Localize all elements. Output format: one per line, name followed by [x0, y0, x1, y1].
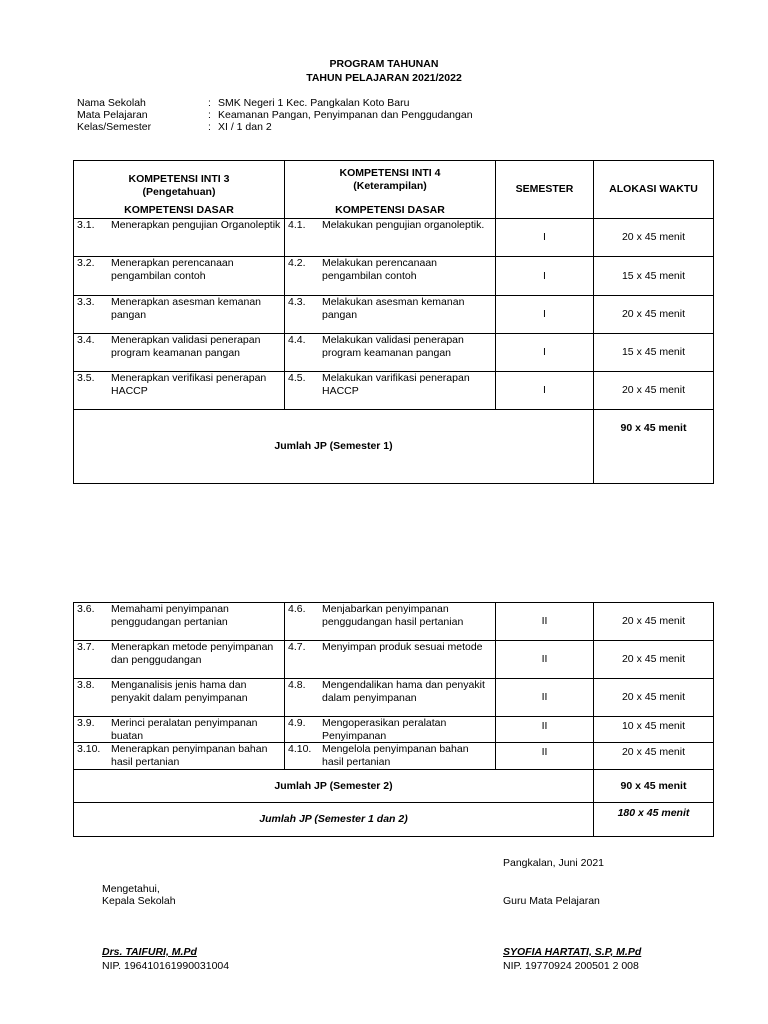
kd3-number: 3.4. — [77, 334, 95, 346]
kd3-text: Menerapkan penyimpanan bahan hasil pertanian — [111, 743, 268, 768]
kd4-text: Menyimpan produk sesuai metode — [322, 641, 483, 653]
semester-cell: I — [496, 219, 594, 257]
kd4-text: Melakukan validasi penerapan program keamanan pangan — [322, 334, 464, 359]
alokasi-cell: 15 x 45 menit — [594, 257, 714, 296]
kd3-text: Menerapkan verifikasi penerapan HACCP — [111, 372, 267, 397]
kd4-text: Melakukan varifikasi penerapan HACCP — [322, 372, 470, 397]
semester-cell: II — [496, 641, 594, 679]
table-row — [74, 372, 714, 410]
kd4-cell — [285, 257, 496, 296]
kd4-text: Melakukan perencanaan pengambilan contoh — [322, 257, 437, 282]
alokasi-cell: 10 x 45 menit — [594, 717, 714, 743]
kd4-text: Menjabarkan penyimpanan penggudangan hasil pertanian — [322, 603, 464, 628]
ki3-kd-label: KOMPETENSI DASAR — [124, 204, 234, 216]
ki4-sub: (Keterampilan) — [353, 179, 427, 192]
kd3-number: 3.5. — [77, 372, 95, 384]
kd4-text: Melakukan asesman kemanan pangan — [322, 296, 465, 321]
table-row — [74, 334, 714, 372]
kd4-number: 4.6. — [288, 603, 306, 615]
kd3-number: 3.3. — [77, 296, 95, 308]
semester2-table — [73, 602, 714, 837]
semester1-total-label: Jumlah JP (Semester 1) — [74, 410, 594, 484]
table-row — [74, 641, 714, 679]
kd3-cell — [74, 219, 285, 257]
kd4-number: 4.2. — [288, 257, 306, 269]
kd4-cell — [285, 743, 496, 770]
semester-cell: I — [496, 296, 594, 334]
kd3-cell — [74, 257, 285, 296]
kd4-text: Mengelola penyimpanan bahan hasil pertanian — [322, 743, 469, 768]
kd3-number: 3.9. — [77, 717, 95, 729]
kd3-text: Menerapkan pengujian Organoleptik — [111, 219, 281, 231]
ki4-header — [285, 161, 496, 219]
info-label: Mata Pelajaran — [77, 109, 148, 121]
kd4-number: 4.9. — [288, 717, 306, 729]
kd3-text: Menganalisis jenis hama dan penyakit dalam penyimpanan — [111, 679, 248, 704]
alokasi-cell: 15 x 45 menit — [594, 334, 714, 372]
principal-nip: NIP. 196410161990031004 — [102, 960, 230, 972]
info-value: SMK Negeri 1 Kec. Pangkalan Koto Baru — [218, 97, 410, 109]
principal-label: Kepala Sekolah — [102, 895, 176, 907]
page-title: PROGRAM TAHUNAN — [329, 58, 439, 70]
place-date: Pangkalan, Juni 2021 — [503, 857, 604, 869]
alokasi-cell: 20 x 45 menit — [594, 743, 714, 770]
table-row — [74, 257, 714, 296]
alokasi-cell: 20 x 45 menit — [594, 641, 714, 679]
semester2-total-row — [74, 770, 714, 803]
ki3-sub: (Pengetahuan) — [142, 185, 216, 198]
kd4-number: 4.3. — [288, 296, 306, 308]
acknowledged-label: Mengetahui, — [102, 883, 160, 895]
kd3-cell — [74, 372, 285, 410]
teacher-name: SYOFIA HARTATI, S.P, M.Pd — [503, 946, 642, 958]
kd3-number: 3.6. — [77, 603, 95, 615]
kd4-number: 4.1. — [288, 219, 306, 231]
page-subtitle: TAHUN PELAJARAN 2021/2022 — [306, 72, 462, 84]
semester1-total-row — [74, 410, 714, 484]
table-row — [74, 717, 714, 743]
kd3-cell — [74, 641, 285, 679]
kd4-number: 4.5. — [288, 372, 306, 384]
kd4-cell — [285, 372, 496, 410]
kd4-text: Mengoperasikan peralatan Penyimpanan — [322, 717, 447, 742]
kd4-cell — [285, 219, 496, 257]
kd3-number: 3.1. — [77, 219, 95, 231]
kd3-text: Menerapkan validasi penerapan program keamanan pangan — [111, 334, 261, 359]
table-row — [74, 603, 714, 641]
semester-cell: II — [496, 717, 594, 743]
kd3-number: 3.2. — [77, 257, 95, 269]
kd3-number: 3.8. — [77, 679, 95, 691]
ki4-kd-label: KOMPETENSI DASAR — [335, 204, 445, 216]
kd4-number: 4.8. — [288, 679, 306, 691]
kd3-text: Menerapkan perencanaan pengambilan contoh — [111, 257, 234, 282]
grand-total-label: Jumlah JP (Semester 1 dan 2) — [74, 803, 594, 837]
kd4-number: 4.4. — [288, 334, 306, 346]
alokasi-cell: 20 x 45 menit — [594, 679, 714, 717]
semester2-total-value: 90 x 45 menit — [594, 770, 714, 803]
table-row — [74, 219, 714, 257]
teacher-label: Guru Mata Pelajaran — [503, 895, 600, 907]
kd4-text: Mengendalikan hama dan penyakit dalam penyimpanan — [322, 679, 485, 704]
kd4-cell — [285, 717, 496, 743]
table-row — [74, 743, 714, 770]
kd3-cell — [74, 743, 285, 770]
kd3-number: 3.7. — [77, 641, 95, 653]
kd3-text: Menerapkan metode penyimpanan dan penggudangan — [111, 641, 274, 666]
info-label: Nama Sekolah — [77, 97, 146, 109]
table-row — [74, 679, 714, 717]
kd3-text: Merinci peralatan penyimpanan buatan — [111, 717, 258, 742]
semester-cell: II — [496, 679, 594, 717]
kd4-cell — [285, 603, 496, 641]
semester-cell: II — [496, 743, 594, 770]
ki4-title: KOMPETENSI INTI 4 — [339, 167, 441, 179]
semester-cell: I — [496, 257, 594, 296]
kd3-cell — [74, 334, 285, 372]
grand-total-row — [74, 803, 714, 837]
principal-name: Drs. TAIFURI, M.Pd — [102, 946, 197, 958]
alokasi-cell: 20 x 45 menit — [594, 219, 714, 257]
semester1-total-value: 90 x 45 menit — [594, 410, 714, 484]
alokasi-cell: 20 x 45 menit — [594, 603, 714, 641]
kd4-number: 4.10. — [288, 743, 312, 755]
alokasi-cell: 20 x 45 menit — [594, 296, 714, 334]
kd3-text: Menerapkan asesman kemanan pangan — [111, 296, 262, 321]
info-value: Keamanan Pangan, Penyimpanan dan Penggudangan — [218, 109, 473, 121]
alokasi-cell: 20 x 45 menit — [594, 372, 714, 410]
semester2-total-label: Jumlah JP (Semester 2) — [74, 770, 594, 803]
ki3-header — [74, 161, 285, 219]
info-value: XI / 1 dan 2 — [218, 121, 272, 133]
table-header-row — [74, 161, 714, 219]
kd4-text: Melakukan pengujian organoleptik. — [322, 219, 485, 231]
ki3-title: KOMPETENSI INTI 3 — [128, 173, 230, 185]
alokasi-header: ALOKASI WAKTU — [594, 161, 714, 219]
semester1-table — [73, 160, 714, 484]
semester-header: SEMESTER — [496, 161, 594, 219]
kd4-number: 4.7. — [288, 641, 306, 653]
kd3-cell — [74, 679, 285, 717]
semester-cell: I — [496, 334, 594, 372]
info-row-class: Kelas/Semester : XI / 1 dan 2 — [77, 121, 272, 133]
kd3-cell — [74, 296, 285, 334]
grand-total-value: 180 x 45 menit — [594, 803, 714, 837]
teacher-nip: NIP. 19770924 200501 2 008 — [503, 960, 639, 972]
kd4-cell — [285, 641, 496, 679]
kd3-number: 3.10. — [77, 743, 101, 755]
info-row-school: Nama Sekolah : SMK Negeri 1 Kec. Pangkalan Koto Baru — [77, 97, 410, 109]
info-row-subject: Mata Pelajaran : Keamanan Pangan, Penyimpanan dan Penggudangan — [77, 109, 473, 121]
table-row — [74, 296, 714, 334]
kd4-cell — [285, 334, 496, 372]
kd3-cell — [74, 717, 285, 743]
semester-cell: I — [496, 372, 594, 410]
kd3-text: Memahami penyimpanan penggudangan pertanian — [111, 603, 229, 628]
info-label: Kelas/Semester — [77, 121, 152, 133]
semester-cell: II — [496, 603, 594, 641]
kd4-cell — [285, 679, 496, 717]
kd4-cell — [285, 296, 496, 334]
kd3-cell — [74, 603, 285, 641]
